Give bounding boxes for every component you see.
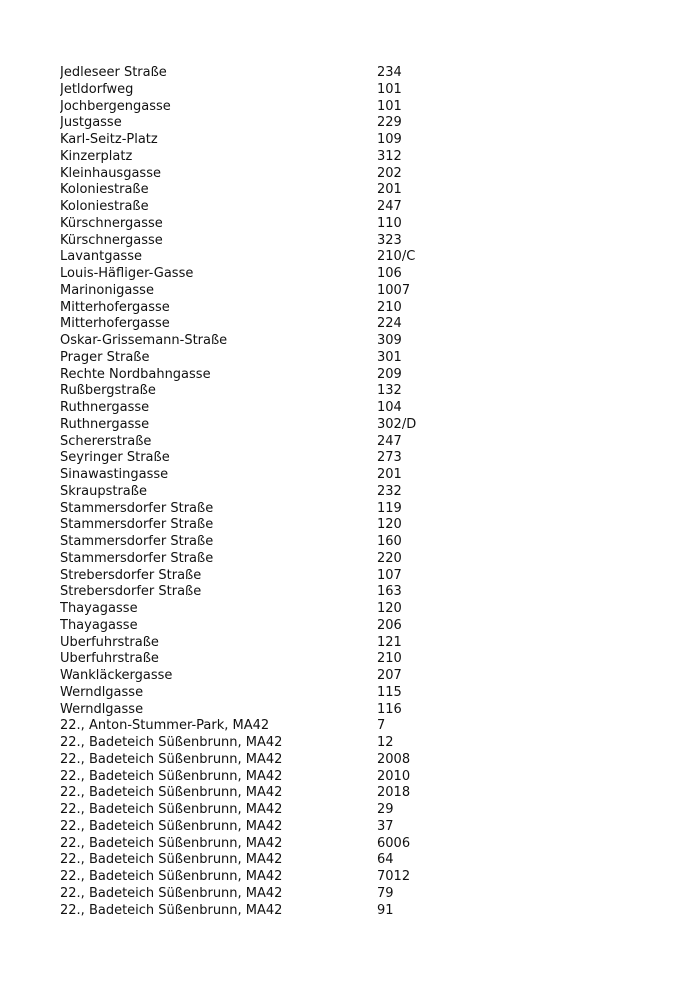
list-row [60,383,660,400]
list-row [60,601,660,618]
house-number: 210 [377,299,402,315]
street-name: Schererstraße [60,433,152,449]
street-name: Überfuhrstraße [60,651,159,667]
street-name: 22., Badeteich Süßenbrunn, MA42 [60,885,283,901]
house-number: 115 [377,684,402,700]
street-name: Skraupstraße [60,483,147,499]
list-row [60,551,660,568]
street-name: Prager Straße [60,349,150,365]
street-name: 22., Badeteich Süßenbrunn, MA42 [60,785,283,801]
list-row [60,651,660,668]
list-row [60,65,660,82]
list-row [60,300,660,317]
street-name: Kinzerplatz [60,148,133,164]
street-name: Seyringer Straße [60,450,170,466]
house-number: 2018 [377,785,411,801]
house-number: 210/C [377,249,416,265]
house-number: 224 [377,316,402,332]
house-number: 247 [377,433,402,449]
house-number: 109 [377,132,402,147]
street-name: Stammersdorfer Straße [60,534,214,549]
house-number: 234 [377,65,402,80]
house-number: 119 [377,500,402,516]
list-row [60,534,660,551]
house-number: 106 [377,266,402,281]
list-row [60,819,660,836]
house-number: 201 [377,467,402,482]
list-row [60,584,660,601]
list-row [60,886,660,903]
house-number: 132 [377,383,402,399]
street-name: Überfuhrstraße [60,634,159,650]
list-row [60,752,660,769]
house-number: 323 [377,232,402,248]
street-name: Louis-Häfliger-Gasse [60,266,194,281]
house-number: 301 [377,349,402,365]
house-number: 120 [377,601,402,616]
street-name: Werndlgasse [60,684,144,700]
list-row [60,350,660,367]
list-row [60,149,660,166]
list-row [60,517,660,534]
street-name: Jedleseer Straße [60,65,167,80]
house-number: 2008 [377,751,411,767]
list-row [60,685,660,702]
list-row [60,769,660,786]
street-name: Mitterhofergasse [60,316,170,332]
street-name: Sinawastingasse [60,467,169,482]
street-name: Koloniestraße [60,182,149,198]
list-row [60,568,660,585]
list-row [60,434,660,451]
house-number: 37 [377,818,394,834]
house-number: 206 [377,617,402,633]
street-name: Kürschnergasse [60,232,163,248]
house-number: 232 [377,483,402,499]
street-name: 22., Badeteich Süßenbrunn, MA42 [60,818,283,834]
street-name: Oskar-Grissemann-Straße [60,333,228,348]
street-name: Stammersdorfer Straße [60,500,214,516]
street-name: Marinonigasse [60,282,154,298]
street-name: Stammersdorfer Straße [60,550,214,566]
list-row [60,283,660,300]
street-name: Ruthnergasse [60,400,150,415]
house-number: 6006 [377,835,411,851]
house-number: 309 [377,333,402,348]
house-number: 247 [377,199,402,214]
street-name: Jochbergengasse [60,98,171,114]
house-number: 107 [377,567,402,583]
house-number: 209 [377,366,402,382]
street-name: 22., Badeteich Süßenbrunn, MA42 [60,869,283,884]
street-name: Strebersdorfer Straße [60,567,202,583]
street-name: Rechte Nordbahngasse [60,366,211,382]
street-name: Wankläckergasse [60,668,173,683]
list-row [60,903,660,920]
list-row [60,484,660,501]
street-name: Stammersdorfer Straße [60,517,214,533]
street-name: Strebersdorfer Straße [60,584,202,600]
house-number: 12 [377,735,394,750]
list-row [60,467,660,484]
street-name: Thayagasse [60,617,138,633]
list-row [60,132,660,149]
list-row [60,82,660,99]
list-row [60,836,660,853]
list-row [60,367,660,384]
list-row [60,333,660,350]
street-name: 22., Badeteich Süßenbrunn, MA42 [60,735,283,750]
street-name: Justgasse [60,115,122,131]
street-name: Koloniestraße [60,199,149,214]
list-row [60,869,660,886]
house-number: 101 [377,98,402,114]
street-name: Mitterhofergasse [60,299,170,315]
house-number: 202 [377,165,402,181]
house-number: 104 [377,400,402,415]
list-row [60,166,660,183]
list-row [60,182,660,199]
street-name: 22., Badeteich Süßenbrunn, MA42 [60,835,283,851]
street-name: Werndlgasse [60,701,144,717]
house-number: 110 [377,215,402,231]
house-number: 163 [377,584,402,600]
street-name: Kürschnergasse [60,215,163,231]
house-number: 121 [377,634,402,650]
house-number: 7 [377,718,386,734]
street-name: Rußbergstraße [60,383,156,399]
street-name: 22., Badeteich Süßenbrunn, MA42 [60,802,283,817]
house-number: 29 [377,802,394,817]
list-row [60,852,660,869]
house-number: 220 [377,550,402,566]
street-name: 22., Anton-Stummer-Park, MA42 [60,718,270,734]
street-name: Karl-Seitz-Platz [60,132,158,147]
house-number: 207 [377,668,402,683]
house-number: 79 [377,885,394,901]
house-number: 2010 [377,768,411,784]
house-number: 273 [377,450,402,466]
street-name: 22., Badeteich Süßenbrunn, MA42 [60,768,283,784]
address-list [60,65,660,919]
list-row [60,618,660,635]
street-name: Thayagasse [60,601,138,616]
list-row [60,417,660,434]
list-row [60,702,660,719]
house-number: 210 [377,651,402,667]
street-name: 22., Badeteich Süßenbrunn, MA42 [60,751,283,767]
street-name: Jetldorfweg [60,81,134,97]
street-name: Lavantgasse [60,249,142,265]
house-number: 91 [377,902,394,918]
street-name: Ruthnergasse [60,416,150,432]
list-row [60,450,660,467]
list-row [60,216,660,233]
house-number: 229 [377,115,402,131]
list-row [60,635,660,652]
list-row [60,266,660,283]
house-number: 201 [377,182,402,198]
list-row [60,785,660,802]
house-number: 116 [377,701,402,717]
list-row [60,718,660,735]
list-row [60,233,660,250]
list-row [60,115,660,132]
house-number: 312 [377,148,402,164]
street-name: Kleinhausgasse [60,165,161,181]
list-row [60,316,660,333]
list-row [60,668,660,685]
list-row [60,802,660,819]
list-row [60,400,660,417]
list-row [60,735,660,752]
street-name: 22., Badeteich Süßenbrunn, MA42 [60,852,283,868]
list-row [60,249,660,266]
house-number: 302/D [377,416,417,432]
list-row [60,99,660,116]
house-number: 64 [377,852,394,868]
house-number: 120 [377,517,402,533]
house-number: 160 [377,534,402,549]
house-number: 1007 [377,282,411,298]
street-name: 22., Badeteich Süßenbrunn, MA42 [60,902,283,918]
list-row [60,501,660,518]
house-number: 7012 [377,869,411,884]
house-number: 101 [377,81,402,97]
list-row [60,199,660,216]
